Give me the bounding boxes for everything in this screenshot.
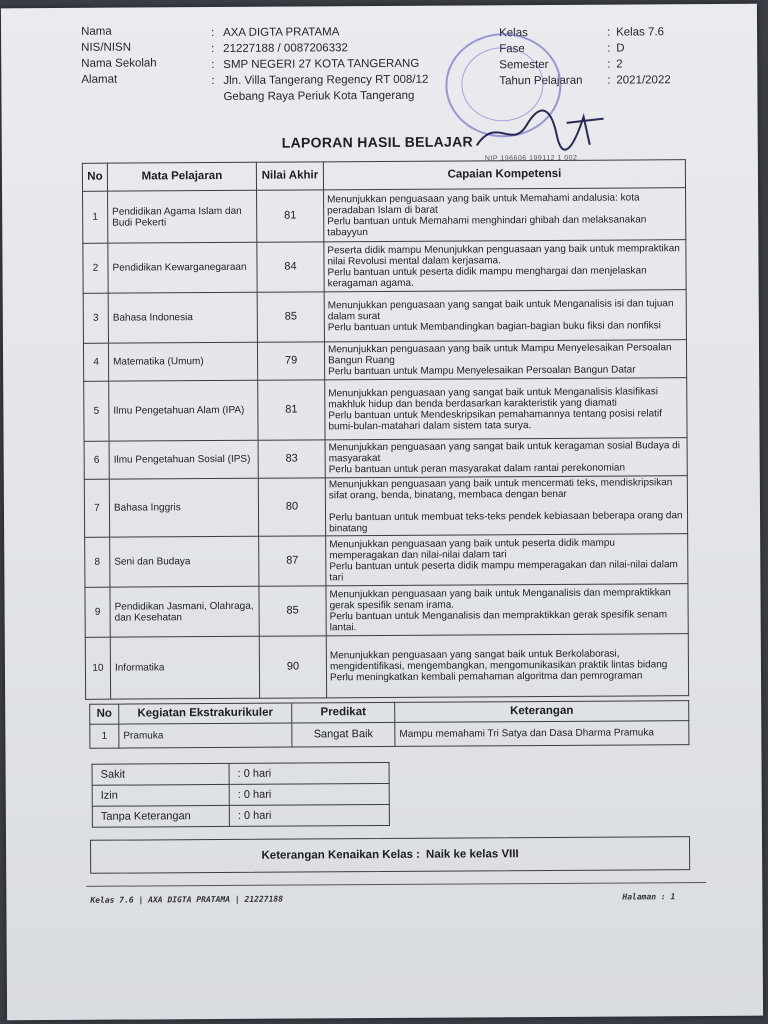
extra-col-activity: Kegiatan Ekstrakurikuler — [119, 703, 292, 724]
grade-subject: Pendidikan Jasmani, Olahraga, dan Kesehatan — [110, 586, 259, 637]
grade-competency: Menunjukkan penguasaan yang sangat baik untuk Menganalisis klasifikasi makhluk hidup dan benda berdasarkan karakteristik yang diamati Perlu bantuan untuk Mendeskripsikan pemahamannya tentang posisi relatif bumi-bulan-matahari dalam sistem tata surya. — [325, 378, 687, 440]
address-line-1: Jln. Villa Tangerang Regency RT 008/12 — [223, 73, 429, 87]
grade-no: 8 — [85, 537, 110, 587]
principal-nip: NIP 196606 199112 1 002 — [484, 154, 578, 163]
footer-page: Halaman : 1 — [622, 892, 676, 902]
col-competency: Capaian Kompetensi — [323, 160, 685, 190]
grade-score: 81 — [258, 380, 325, 440]
grade-row — [84, 438, 687, 480]
report-page — [1, 4, 763, 1021]
student-info-colons: : : : : — [211, 27, 215, 88]
footer-info: Kelas 7.6 | AXA DIGTA PRATAMA | 21227188 — [90, 894, 284, 905]
grade-score: 83 — [258, 440, 325, 478]
extra-row-predicate: Sangat Baik — [292, 722, 395, 747]
grade-score: 84 — [257, 242, 324, 292]
student-info-labels — [81, 23, 157, 87]
class-info-colons: : : : : — [607, 26, 611, 87]
grade-subject: Pendidikan Agama Islam dan Budi Pekerti — [108, 190, 257, 243]
extra-col-predicate: Predikat — [292, 702, 395, 723]
grade-subject: Ilmu Pengetahuan Alam (IPA) — [109, 380, 258, 441]
grade-competency: Menunjukkan penguasaan yang baik untuk Mampu Menyelesaikan Persoalan Bangun Ruang Perlu bantuan untuk Mampu Menyelesaikan Persoalan Bangun Datar — [324, 340, 686, 380]
col-score: Nilai Akhir — [256, 162, 323, 190]
grade-competency: Menunjukkan penguasaan yang baik untuk mencermati teks, mendiskripsikan sifat orang, benda, binatang, membaca dengan benar Perlu bantuan untuk membuat teks-teks pendek kebiasaan beberapa orang dan binatang — [325, 476, 687, 536]
promotion-value: Naik ke kelas VIII — [425, 848, 519, 861]
label-name: Nama — [81, 25, 112, 38]
extra-row-activity: Pramuka — [119, 723, 292, 748]
grade-no: 2 — [83, 243, 108, 293]
grade-row — [83, 340, 686, 382]
grade-score: 80 — [258, 478, 325, 536]
student-name: AXA DIGTA PRATAMA — [223, 26, 340, 39]
grade-competency: Menunjukkan penguasaan yang sangat baik untuk Berkolaborasi, mengidentifikasi, mengembangkan, mengomunikasikan praktik lintas bidang Perlu meningkatkan kembali pemahaman algoritma dan pemrograman — [326, 634, 688, 698]
student-info-values — [223, 24, 429, 105]
grade-no: 6 — [84, 441, 109, 479]
student-nis: 21227188 / 0087206332 — [223, 42, 348, 55]
promotion-box — [90, 836, 690, 874]
grade-no: 4 — [83, 343, 108, 381]
label-phase: Fase — [499, 43, 525, 56]
principal-signature — [472, 105, 612, 161]
promotion-label: Keterangan Kenaikan Kelas : — [261, 848, 421, 862]
grade-subject: Matematika (Umum) — [108, 342, 257, 381]
grade-subject: Seni dan Budaya — [110, 536, 259, 587]
grade-subject: Ilmu Pengetahuan Sosial (IPS) — [109, 440, 258, 479]
semester-value: 2 — [616, 58, 623, 71]
attendance-absent-value: : 0 hari — [229, 804, 389, 826]
col-subject: Mata Pelajaran — [107, 162, 256, 191]
address-line-2: Gebang Raya Periuk Kota Tangerang — [223, 89, 415, 103]
footer-divider — [86, 882, 706, 887]
phase-value: D — [616, 42, 625, 55]
grade-row — [85, 634, 688, 700]
grade-no: 1 — [83, 191, 108, 243]
grade-score: 90 — [259, 636, 326, 698]
attendance-table — [92, 762, 390, 828]
grade-competency: Menunjukkan penguasaan yang sangat baik untuk Menganalisis isi dan tujuan dalam surat Perlu bantuan untuk Membandingkan bagian-bagian buku fiksi dan nonfiksi — [324, 290, 686, 342]
grade-row — [84, 378, 687, 442]
col-no: No — [82, 163, 107, 191]
grade-row — [85, 584, 688, 638]
grade-competency: Menunjukkan penguasaan yang baik untuk peserta didik mampu memperagakan dan nilai-nilai dalam tari Perlu bantuan untuk peserta didik mampu memperagakan dan nilai-nilai dalam tari — [326, 534, 688, 586]
grade-score: 81 — [257, 190, 324, 242]
grade-no: 7 — [84, 479, 109, 537]
year-value: 2021/2022 — [616, 74, 671, 87]
extra-row-no: 1 — [90, 724, 119, 748]
grade-score: 85 — [257, 292, 324, 342]
grade-no: 10 — [85, 637, 110, 699]
label-address: Alamat — [81, 73, 118, 86]
label-school: Nama Sekolah — [81, 57, 157, 70]
attendance-permit-label: Izin — [92, 784, 229, 806]
grade-subject: Pendidikan Kewarganegaraan — [108, 242, 257, 293]
attendance-permit-value: : 0 hari — [229, 783, 389, 805]
attendance-sick-label: Sakit — [92, 763, 229, 785]
class-info-values — [616, 24, 671, 88]
grade-row — [83, 240, 686, 294]
label-nis: NIS/NISN — [81, 41, 132, 54]
grade-subject: Bahasa Indonesia — [108, 292, 257, 343]
grade-competency: Menunjukkan penguasaan yang baik untuk Menganalisis dan mempraktikkan gerak spesifik senam irama. Perlu bantuan untuk Menganalisis dan mempraktikkan gerak spesifik senam lantai. — [326, 584, 688, 636]
grade-no: 9 — [85, 587, 110, 637]
grade-competency: Menunjukkan penguasaan yang baik untuk Memahami andalusia: kota peradaban Islam di barat Perlu bantuan untuk Memahami menghindari ghibah dan melaksanakan tabayyun — [324, 188, 686, 242]
grade-no: 5 — [84, 381, 109, 441]
attendance-absent-label: Tanpa Keterangan — [92, 805, 229, 827]
attendance-sick-value: : 0 hari — [229, 762, 389, 784]
label-year: Tahun Pelajaran — [499, 74, 583, 88]
grades-table — [82, 159, 689, 700]
school-name: SMP NEGERI 27 KOTA TANGERANG — [223, 57, 420, 71]
grade-subject: Informatika — [110, 636, 259, 699]
grade-competency: Menunjukkan penguasaan yang sangat baik untuk keragaman sosial Budaya di masyarakat Perlu bantuan untuk peran masyarakat dalam rantai perekonomian — [325, 438, 687, 478]
extra-col-note: Keterangan — [395, 701, 689, 723]
grade-score: 87 — [259, 536, 326, 586]
grade-row — [83, 290, 686, 344]
extracurricular-table — [89, 700, 689, 749]
grade-row — [84, 476, 687, 538]
grade-score: 79 — [257, 342, 324, 380]
label-class: Kelas — [499, 27, 528, 40]
grade-no: 3 — [83, 293, 108, 343]
extra-row-note: Mampu memahami Tri Satya dan Dasa Dharma Pramuka — [395, 721, 689, 747]
grade-score: 85 — [259, 586, 326, 636]
grade-row — [85, 534, 688, 588]
grade-subject: Bahasa Inggris — [109, 478, 258, 537]
report-title: LAPORAN HASIL BELAJAR — [281, 133, 473, 151]
class-value: Kelas 7.6 — [616, 26, 665, 39]
grade-competency: Peserta didik mampu Menunjukkan penguasaan yang baik untuk mempraktikan nilai Revolusi mental dalam kerjasama. Perlu bantuan untuk peserta didik mampu menghargai dan menjelaskan keragaman agama. — [324, 240, 686, 292]
extra-col-no: No — [90, 704, 119, 724]
grade-row — [83, 188, 686, 244]
label-semester: Semester — [499, 58, 549, 72]
